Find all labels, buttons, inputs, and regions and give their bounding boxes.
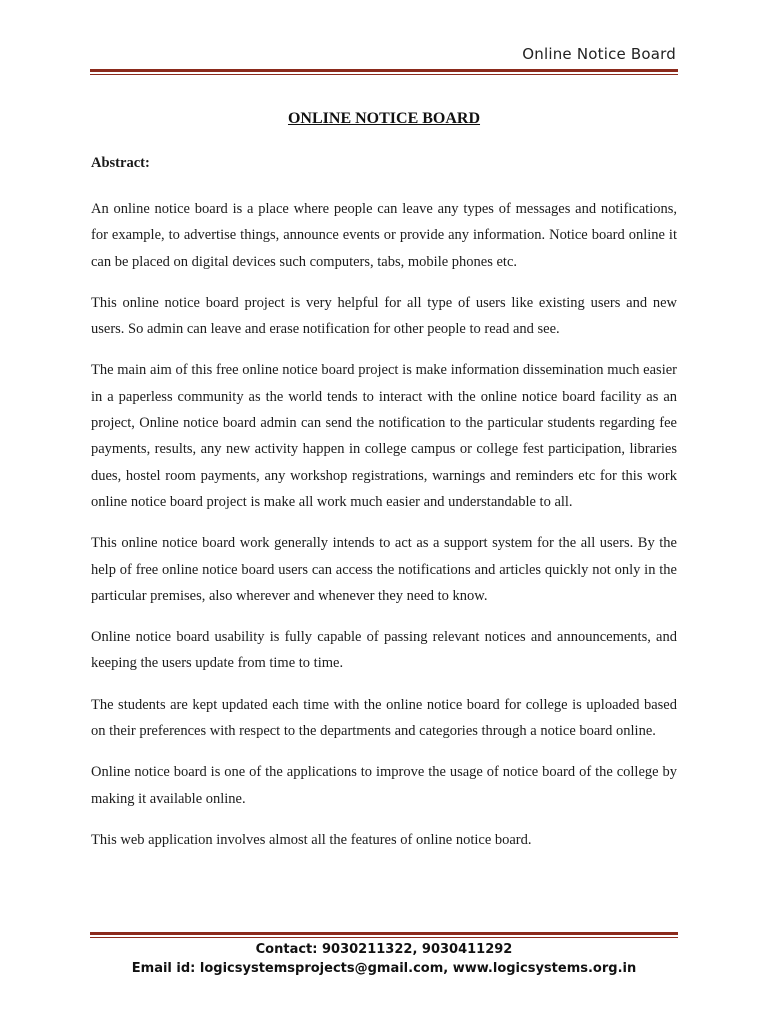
footer-divider: [90, 932, 678, 938]
document-title: ONLINE NOTICE BOARD: [287, 110, 481, 127]
paragraph: The students are kept updated each time with the online notice board for college is uploaded based on their preferences with respect to the departments and categories through a notice board online.: [91, 696, 677, 740]
paragraph: The main aim of this free online notice board project is make information dissemination much easier in a paperless community as the world tends to interact with the online notice board facility as an project, Online notice board admin can send the notification to the particular students regarding fee payments, results, any new activity happen in college campus or college fest participation, libraries dues, hostel room payments, any workshop registrations, warnings and reminders etc for this work online notice board project is make all work much easier and understandable to all.: [91, 362, 677, 510]
footer-contact: Contact: 9030211322, 9030411292: [255, 942, 513, 957]
section-heading: Abstract:: [91, 155, 150, 171]
document-body: [91, 196, 677, 868]
paragraph: Online notice board usability is fully capable of passing relevant notices and announcements, and keeping the users update from time to time.: [91, 629, 677, 672]
paragraph: An online notice board is a place where people can leave any types of messages and notifications, for example, to advertise things, announce events or provide any information. Notice board online it can be placed on digital devices such computers, tabs, mobile phones etc.: [91, 201, 677, 270]
paragraph: This web application involves almost all the features of online notice board.: [91, 831, 532, 848]
paragraph: Online notice board is one of the applications to improve the usage of notice board of the college by making it available online.: [91, 764, 677, 807]
header-divider: [90, 69, 678, 75]
footer-email: Email id: logicsystemsprojects@gmail.com, www.logicsystems.org.in: [131, 961, 637, 976]
paragraph: This online notice board project is very helpful for all type of users like existing users and new users. So admin can leave and erase notification for other people to read and see.: [91, 294, 677, 338]
paragraph: This online notice board work generally intends to act as a support system for the all users. By the help of free online notice board users can access the notifications and articles quickly not only in the particular premises, also wherever and whenever they need to know.: [91, 535, 677, 604]
header-title: Online Notice Board: [522, 45, 676, 63]
